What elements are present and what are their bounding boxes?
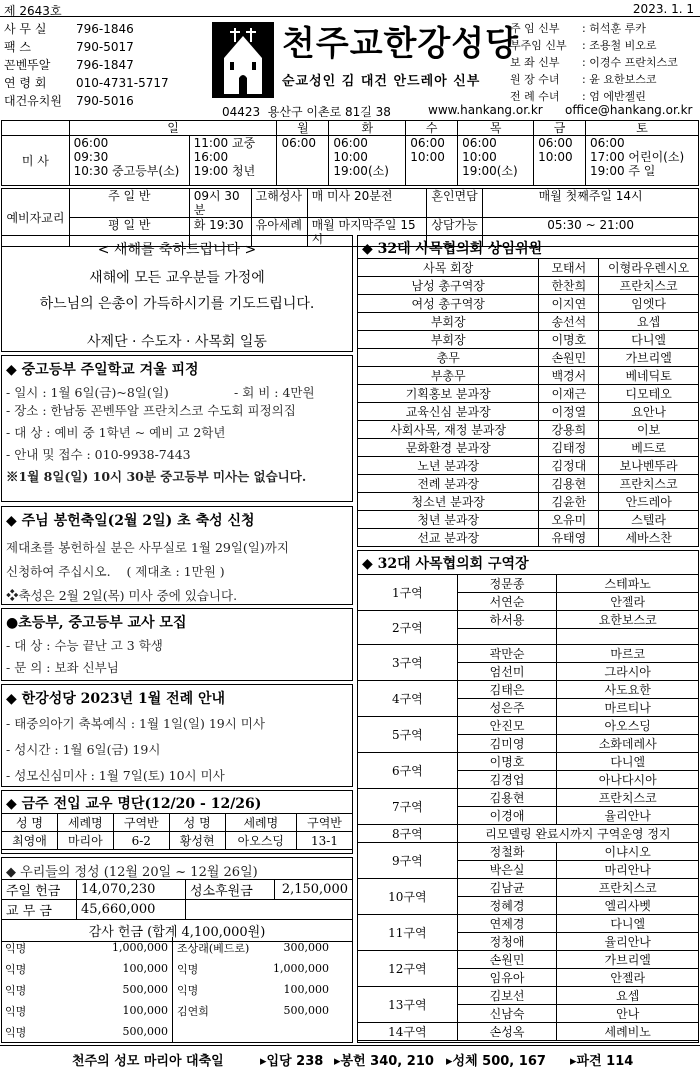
greeting-line2: 하느님의 은총이 가득하시기를 기도드립니다. [39, 296, 315, 312]
winter-retreat-box [1, 355, 353, 502]
table-row: 신남숙 안나 [358, 1005, 699, 1023]
table-row: 익명 500,000 익명 100,000 [1, 979, 353, 1000]
table-row: 김미영 소화데레사 [358, 735, 699, 753]
mass-wed: 06:00 10:00 [406, 136, 458, 186]
table-row: 서연순 안젤라 [358, 593, 699, 611]
mass-sun-b: 11:00 교중 16:00 19:00 청년 [189, 136, 277, 186]
mass-mon: 06:00 [277, 136, 329, 186]
thanks-table [1, 937, 353, 1042]
table-row: 성은주 마르티나 [358, 699, 699, 717]
mass-tue: 06:00 10:00 19:00(소) [329, 136, 406, 186]
teacher-contact: - 문 의 : 보좌 신부님 [6, 660, 119, 675]
contact-row: 사 무 실 796-1846 [4, 22, 134, 36]
table-row: 익명 100,000 익명 1,000,000 [1, 958, 353, 979]
table-row: 13구역 김보선 요셉 [358, 987, 699, 1005]
email-link[interactable]: office@hankang.or.kr [565, 103, 693, 117]
table-row: 총무 손원민 가브리엘 [358, 349, 699, 367]
thanks-title: 감사 헌금 (합계 4,100,000원) [2, 920, 353, 942]
day-sat: 토 [586, 121, 699, 136]
greeting-box [1, 235, 353, 352]
table-row: 청년 분과장 오유미 스텔라 [358, 511, 699, 529]
contact-row: 팩 스 790-5017 [4, 40, 134, 54]
mass-schedule-table [1, 120, 699, 186]
table-row: 11구역 연제경 다니엘 [358, 915, 699, 933]
footer-feast: 천주의 성모 마리아 대축일 [72, 1054, 224, 1069]
table-row: 정혜경 엘리사벳 [358, 897, 699, 915]
contact-row: 대건유치원 790-5016 [4, 94, 134, 108]
table-row: 익명 1,000,000 조상래(베드로) 300,000 [1, 937, 353, 958]
clergy-list [510, 20, 678, 105]
church-logo-icon [212, 22, 274, 98]
table-row: 익명 500,000 [1, 1021, 353, 1042]
district-table [357, 574, 699, 1041]
retreat-target: - 대 상 : 예비 중 1학년 ~ 예비 고 2학년 [6, 425, 226, 440]
website-link[interactable]: www.hankang.or.kr [428, 103, 543, 117]
table-row: 12구역 손원민 가브리엘 [358, 951, 699, 969]
table-row: 5구역 안진모 아오스딩 [358, 717, 699, 735]
church-subtitle: 순교성인 김 대건 안드레아 신부 [282, 74, 481, 89]
table-row: 박은실 마리안나 [358, 861, 699, 879]
table-row: 2구역 하서용 요한보스코 [358, 611, 699, 629]
teacher-title: ●초등부, 중고등부 교사 모집 [6, 615, 187, 631]
table-row: 부총무 백경서 베네딕토 [358, 367, 699, 385]
table-row: 남성 총구역장 한찬희 프란치스코 [358, 277, 699, 295]
table-row: 4구역 김태은 사도요한 [358, 681, 699, 699]
teacher-target: - 대 상 : 수능 끝난 고 3 학생 [6, 638, 163, 653]
table-row: 8구역 리모델링 완료시까지 구역운영 정지 [358, 825, 699, 843]
council-title: ◆ 32대 사목협의회 상임위원 [362, 241, 543, 257]
table-row: 김경업 아나다시아 [358, 771, 699, 789]
offering-table: 주일 헌금 14,070,230 성소후원금 2,150,000 교 무 금 45,660,000 감사 헌금 (합계 4,100,000원) [1, 879, 353, 942]
greeting-sign: 사제단 · 수도자 · 사목회 일동 [87, 334, 267, 350]
table-row: 문화환경 분과장 김태정 베드로 [358, 439, 699, 457]
church-name: 천주교한강성당 [282, 24, 519, 64]
table-row: 이경애 율리안나 [358, 807, 699, 825]
greeting-line1: 새해에 모든 교우분들 가정에 [89, 270, 265, 286]
table-row: 선교 분과장 유태영 세바스찬 [358, 529, 699, 547]
mass-sat: 06:00 17:00 어린이(소) 19:00 주 일 [586, 136, 699, 186]
contact-row: 꼰벤뚜알 796-1847 [4, 58, 134, 72]
offering-title: ◆ 우리들의 정성 (12월 20일 ~ 12월 26일) [6, 865, 258, 880]
education-table: 예비자교리 주 일 반 09시 30분 고해성사 매 미사 20분전 혼인면담 매월 첫째주일 14시 평 일 반 화 19:30 유아세례 매월 마지막주일 15시 상담가능 05:30 ~ 21:00 [1, 188, 699, 247]
table-row: 사목 회장 모태서 이형라우렌시오 [358, 259, 699, 277]
footer-offertory: ▸봉헌 340, 210 [334, 1054, 434, 1069]
issue-date: 2023. 1. 1 [632, 2, 694, 16]
liturgy-title: ◆ 한강성당 2023년 1월 전례 안내 [6, 691, 226, 707]
address: 04423 용산구 이촌로 81길 38 [222, 105, 391, 119]
candle-line3: ❖축성은 2월 2일(목) 미사 중에 있습니다. [6, 588, 238, 603]
transfer-title: ◆ 금주 전입 교우 명단(12/20 - 12/26) [6, 796, 262, 812]
transfer-table: 성 명 세례명 구역반 성 명 세례명 구역반 최영애 마리아 6-2 황성현 아오스딩 13-1 [1, 813, 353, 850]
mass-fri: 06:00 10:00 [534, 136, 586, 186]
day-thu: 목 [458, 121, 534, 136]
retreat-fee: - 회 비 : 4만원 [234, 385, 315, 400]
clergy-row: 전 례 수녀 : 엄 에반젤린 [510, 90, 646, 103]
table-row: 임유아 안젤라 [358, 969, 699, 987]
day-fri: 금 [534, 121, 586, 136]
footer-entrance: ▸입당 238 [260, 1054, 324, 1069]
candle-line1: 제대초를 봉헌하실 분은 사무실로 1월 29일(일)까지 [6, 540, 289, 555]
table-row: 최영애 마리아 6-2 황성현 아오스딩 13-1 [2, 832, 353, 850]
table-row: 노년 분과장 김정대 보나벤뚜라 [358, 457, 699, 475]
table-row: 14구역 손성옥 세례비노 [358, 1023, 699, 1041]
table-row: 1구역 정문종 스테파노 [358, 575, 699, 593]
winter-retreat-title: ◆ 중고등부 주일학교 겨울 피정 [6, 362, 199, 378]
table-row: 사회사목, 재정 분과장 강용희 이보 [358, 421, 699, 439]
liturgy-line3: - 성모신심미사 : 1월 7일(토) 10시 미사 [6, 768, 225, 783]
clergy-row: 부주임 신부 : 조용철 비오로 [510, 39, 657, 52]
district-title: ◆ 32대 사목협의회 구역장 [362, 556, 529, 572]
mass-label: 미 사 [2, 136, 70, 186]
table-row: 여성 총구역장 이지연 임엣다 [358, 295, 699, 313]
footer-dismissal: ▸파견 114 [570, 1054, 634, 1069]
education-label: 예비자교리 [2, 189, 70, 247]
footer-communion: ▸성체 500, 167 [446, 1054, 546, 1069]
liturgy-line1: - 태중의아기 축복예식 : 1월 1일(일) 19시 미사 [6, 716, 265, 731]
table-row: 교육신심 분과장 이정열 요안나 [358, 403, 699, 421]
clergy-row: 주 임 신부 : 허석훈 루카 [510, 22, 646, 35]
candle-line2: 신청하여 주십시오. ( 제대초 : 1만원 ) [6, 564, 225, 579]
retreat-contact: - 안내 및 접수 : 010-9938-7443 [6, 447, 191, 462]
table-row: 10구역 김남균 프란치스코 [358, 879, 699, 897]
greeting-title: < 새해를 축하드립니다 > [97, 242, 257, 258]
table-row: 부회장 송선석 요셉 [358, 313, 699, 331]
table-row: 7구역 김용현 프란치스코 [358, 789, 699, 807]
contact-row: 연 령 회 010-4731-5717 [4, 76, 169, 90]
candle-title: ◆ 주님 봉헌축일(2월 2일) 초 축성 신청 [6, 513, 255, 529]
table-row: 부회장 이명호 다니엘 [358, 331, 699, 349]
day-tue: 화 [329, 121, 406, 136]
liturgy-box [1, 684, 353, 787]
table-row: 9구역 정철화 이냐시오 [358, 843, 699, 861]
table-row: 3구역 곽만순 마르코 [358, 645, 699, 663]
teacher-recruit-box [1, 608, 353, 681]
table-row: 정청애 율리안나 [358, 933, 699, 951]
clergy-row: 보 좌 신부 : 이경수 프란치스코 [510, 56, 678, 69]
retreat-date: - 일시 : 1월 6일(금)~8일(일) [6, 385, 169, 400]
mass-sun-a: 06:00 09:30 10:30 중고등부(소) [69, 136, 189, 186]
table-row: 6구역 이명호 다니엘 [358, 753, 699, 771]
day-mon: 월 [277, 121, 329, 136]
table-row: 기획홍보 분과장 이재근 디모테오 [358, 385, 699, 403]
candle-blessing-box [1, 506, 353, 605]
table-row: 전례 분과장 김용현 프란치스코 [358, 475, 699, 493]
table-row: 엄선미 그라시아 [358, 663, 699, 681]
table-row: 청소년 분과장 김윤한 안드레아 [358, 493, 699, 511]
table-row: 익명 100,000 김연희 500,000 [1, 1000, 353, 1021]
issue-number: 제 2643호 [4, 4, 62, 18]
day-wed: 수 [406, 121, 458, 136]
council-table [357, 258, 699, 547]
retreat-notice: ※1월 8일(일) 10시 30분 중고등부 미사는 없습니다. [6, 469, 307, 484]
liturgy-line2: - 성시간 : 1월 6일(금) 19시 [6, 742, 161, 757]
contact-list [4, 20, 169, 110]
mass-thu: 06:00 10:00 19:00(소) [458, 136, 534, 186]
retreat-place: - 장소 : 한남동 꼰벤뚜알 프란치스코 수도회 피정의집 [6, 403, 296, 418]
day-sun: 일 [69, 121, 277, 136]
clergy-row: 원 장 수녀 : 윤 요한보스코 [510, 73, 657, 86]
